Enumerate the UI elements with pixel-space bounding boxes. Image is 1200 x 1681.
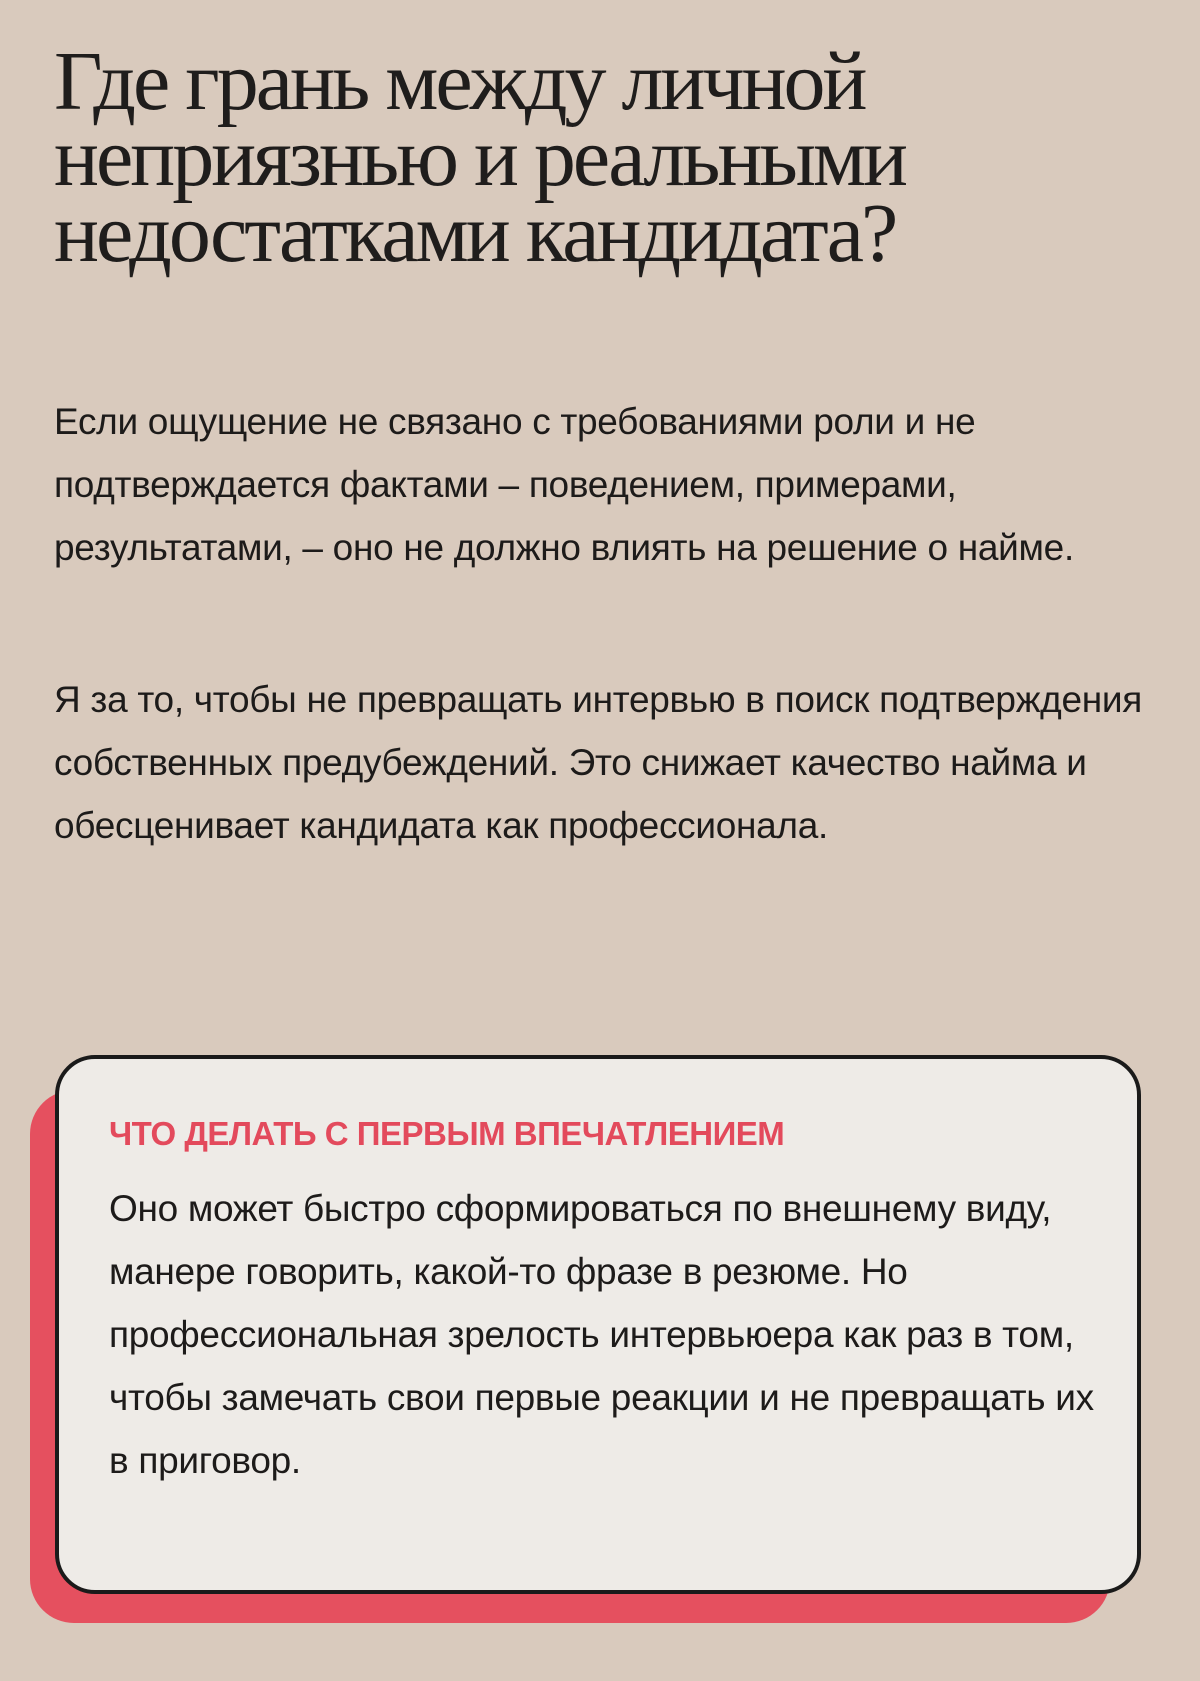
paragraph-1: Если ощущение не связано с требованиями роли и не подтверждается фактами – поведением, примерами, результатами, – оно не должно влиять на решение о найме. <box>54 401 1074 568</box>
page-title: Где грань между личной неприязнью и реальными недостатками кандидата? <box>54 35 905 280</box>
paragraph-2: Я за то, чтобы не превращать интервью в поиск подтверждения собственных предубеждений. Это снижает качество найма и обесценивает кандидата как профессионала. <box>54 679 1142 846</box>
callout-body: Оно может быстро сформироваться по внешнему виду, манере говорить, какой-то фразе в резюме. Но профессиональная зрелость интервьюера как раз в том, чтобы замечать свои первые реакции и не превращать их в приговор. <box>109 1188 1094 1481</box>
callout-heading: ЧТО ДЕЛАТЬ С ПЕРВЫМ ВПЕЧАТЛЕНИЕМ <box>109 1115 785 1152</box>
callout-card <box>55 1055 1141 1594</box>
